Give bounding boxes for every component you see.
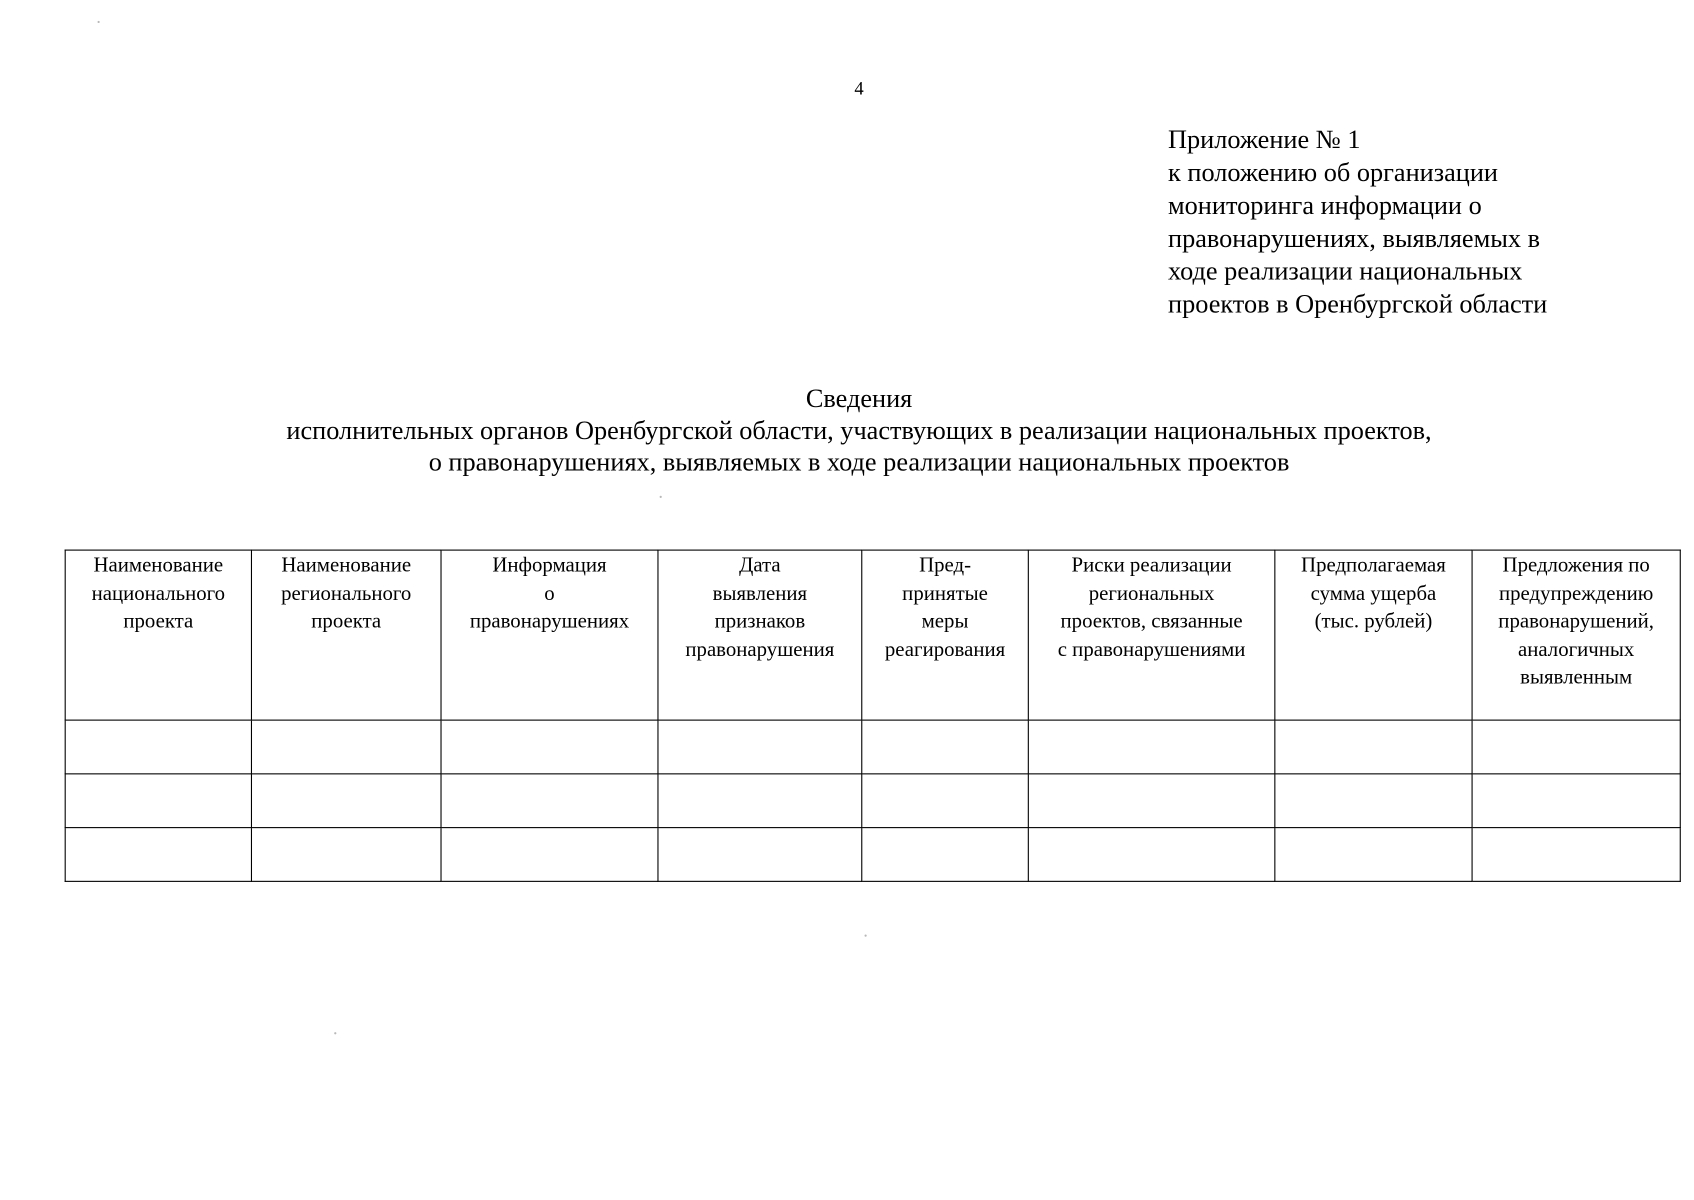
table-cell (251, 774, 441, 828)
table-cell (65, 720, 251, 774)
table-cell (1275, 774, 1472, 828)
header-offense-info (441, 550, 658, 720)
header-project-risks (1028, 550, 1275, 720)
appendix-line: проектов в Оренбургской области (1168, 290, 1548, 320)
header-line: реагирования (884, 637, 1006, 661)
header-line: признаков (714, 609, 806, 633)
table-cell (862, 774, 1029, 828)
header-line: принятые (902, 581, 988, 605)
header-line: региональных (1088, 581, 1215, 605)
table-cell (1275, 828, 1472, 882)
header-line: национального (91, 581, 226, 605)
scan-speck (334, 1032, 336, 1034)
appendix-line: мониторинга информации о (1168, 191, 1482, 221)
scan-speck (98, 21, 100, 23)
header-prevention-proposals (1472, 550, 1680, 720)
header-line: Наименование (93, 553, 224, 577)
header-response-measures (862, 550, 1029, 720)
header-line: с правонарушениями (1057, 637, 1246, 661)
appendix-line: правонарушениях, выявляемых в (1168, 224, 1541, 254)
table-cell (65, 774, 251, 828)
header-line: меры (921, 609, 969, 633)
header-damage-amount (1275, 550, 1472, 720)
header-line: проекта (123, 609, 194, 633)
header-line: Риски реализации (1071, 553, 1232, 577)
header-line: Информация (492, 553, 607, 577)
header-detection-date (658, 550, 862, 720)
appendix-note (1168, 124, 1547, 321)
table-cell (862, 720, 1029, 774)
table-cell (441, 774, 658, 828)
title-line: о правонарушениях, выявляемых в ходе реализации национальных проектов (428, 448, 1290, 478)
header-line: регионального (281, 581, 412, 605)
table-cell (251, 828, 441, 882)
scan-speck (865, 935, 867, 937)
header-line: Дата (739, 553, 781, 577)
header-line: Предполагаемая (1301, 553, 1446, 577)
header-line: выявленным (1520, 665, 1633, 689)
table-cell (1028, 828, 1275, 882)
header-line: о (544, 581, 555, 605)
header-national-project (65, 550, 251, 720)
title-line: Сведения (805, 385, 913, 414)
table-header-row (65, 550, 1680, 720)
report-table (65, 550, 1681, 882)
table-cell (441, 828, 658, 882)
header-line: правонарушений, (1498, 609, 1655, 633)
table-cell (1472, 828, 1680, 882)
document-title (0, 384, 1694, 479)
table-cell (862, 828, 1029, 882)
page-number: 4 (854, 77, 864, 99)
table-cell (1472, 774, 1680, 828)
title-line: исполнительных органов Оренбургской области, участвующих в реализации национальных проектов, (286, 416, 1432, 446)
header-line: правонарушениях (469, 609, 630, 633)
header-line: Пред- (919, 553, 972, 577)
table-cell (658, 720, 862, 774)
table-cell (251, 720, 441, 774)
table-cell (1472, 720, 1680, 774)
header-line: выявления (712, 581, 808, 605)
table-cell (1028, 720, 1275, 774)
header-line: правонарушения (685, 637, 835, 661)
table-cell (1275, 720, 1472, 774)
appendix-line: Приложение № 1 (1168, 126, 1361, 155)
table-cell (441, 720, 658, 774)
appendix-line: к положению об организации (1168, 159, 1499, 188)
table-cell (65, 828, 251, 882)
table-row (65, 774, 1680, 828)
header-line: сумма ущерба (1310, 581, 1437, 605)
header-regional-project (251, 550, 441, 720)
header-line: (тыс. рублей) (1314, 609, 1433, 633)
scan-speck (660, 496, 662, 498)
table-row (65, 720, 1680, 774)
header-line: аналогичных (1518, 637, 1635, 661)
header-line: проекта (311, 609, 382, 633)
table-cell (658, 774, 862, 828)
table-cell (658, 828, 862, 882)
header-line: проектов, связанные (1060, 609, 1243, 633)
header-line: предупреждению (1498, 581, 1654, 605)
table-row (65, 828, 1680, 882)
header-line: Наименование (281, 553, 412, 577)
appendix-line: ходе реализации национальных (1168, 257, 1523, 287)
header-line: Предложения по (1502, 553, 1650, 577)
table-cell (1028, 774, 1275, 828)
